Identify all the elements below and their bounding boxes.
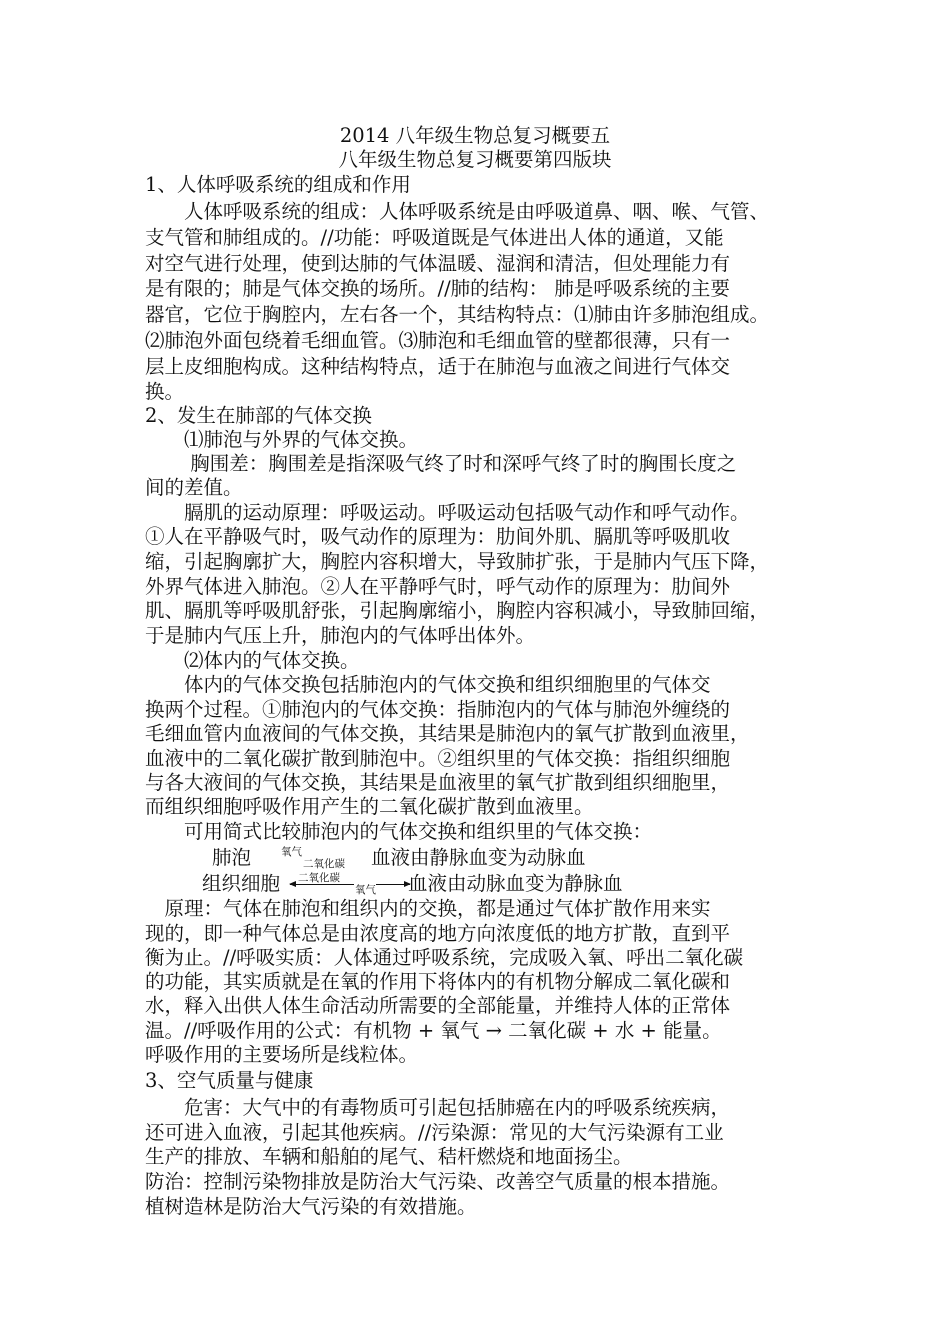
right-arrow-icon: [376, 884, 410, 885]
paragraph-line: 现的，即一种气体总是由浓度高的地方向浓度低的地方扩散，直到平: [145, 922, 731, 945]
paragraph-line: 换。: [145, 380, 185, 403]
paragraph-line: 对空气进行处理，使到达肺的气体温暖、湿润和清洁，但处理能力有: [145, 252, 731, 275]
paragraph-line: 的功能，其实质就是在氧的作用下将体内的有机物分解成二氧化碳和: [145, 970, 731, 993]
paragraph-line: 植树造林是防治大气污染的有效措施。: [145, 1195, 477, 1218]
paragraph-line: 胸围差：胸围差是指深吸气终了时和深呼气终了时的胸围长度之: [145, 452, 737, 475]
section-heading-1: 1、人体呼吸系统的组成和作用: [145, 173, 411, 196]
paragraph-line: 原理：气体在肺泡和组织内的交换，都是通过气体扩散作用来实: [145, 897, 711, 920]
carbon-dioxide-label: 二氧化碳: [303, 858, 345, 870]
paragraph-line: 与各大液间的气体交换，其结果是血液里的氧气扩散到组织细胞里，: [145, 771, 731, 794]
paragraph-line: ⑵肺泡外面包绕着毛细血管。⑶肺泡和毛细血管的壁都很薄，只有一: [145, 329, 731, 352]
paragraph-line: 水，释入出供人体生命活动所需要的全部能量，并维持人体的正常体: [145, 994, 731, 1017]
paragraph-line: 人体呼吸系统的组成：人体呼吸系统是由呼吸道鼻、咽、喉、气管、: [145, 200, 770, 223]
blood-change-arterial-to-venous: 血液由动脉血变为静脉血: [408, 872, 623, 895]
paragraph-line: 危害：大气中的有毒物质可引起包括肺癌在内的呼吸系统疾病，: [145, 1096, 731, 1119]
paragraph-line: 呼吸作用的主要场所是线粒体。: [145, 1043, 419, 1066]
paragraph-line: 间的差值。: [145, 476, 243, 499]
paragraph-line: 膈肌的运动原理：呼吸运动。呼吸运动包括吸气动作和呼气动作。: [145, 501, 750, 524]
paragraph-line: 衡为止。//呼吸实质：人体通过呼吸系统，完成吸入氧、呼出二氧化碳: [145, 946, 744, 969]
respiration-formula-line: 温。//呼吸作用的公式：有机物 + 氧气 → 二氧化碳 + 水 + 能量。: [145, 1019, 722, 1042]
paragraph-line: 而组织细胞呼吸作用产生的二氧化碳扩散到血液里。: [145, 795, 594, 818]
paragraph-line: 血液中的二氧化碳扩散到肺泡中。②组织里的气体交换：指组织细胞: [145, 747, 731, 770]
tissue-cell-label: 组织细胞: [202, 872, 281, 895]
paragraph-line: ⑴肺泡与外界的气体交换。: [145, 428, 419, 451]
paragraph-line: 支气管和肺组成的。//功能：呼吸道既是气体进出人体的通道，又能: [145, 226, 724, 249]
paragraph-line: 缩，引起胸廓扩大，胸腔内容积增大，导致肺扩张，于是肺内气压下降，: [145, 550, 770, 573]
paragraph-line: 生产的排放、车辆和船舶的尾气、秸杆燃烧和地面扬尘。: [145, 1145, 633, 1168]
section-heading-2: 2、发生在肺部的气体交换: [145, 404, 372, 427]
carbon-dioxide-label: 二氧化碳: [298, 872, 340, 884]
paragraph-line: 于是肺内气压上升，肺泡内的气体呼出体外。: [145, 624, 536, 647]
paragraph-line: 肌、膈肌等呼吸肌舒张，引起胸廓缩小，胸腔内容积减小，导致肺回缩，: [145, 599, 770, 622]
paragraph-line: 是有限的；肺是气体交换的场所。//肺的结构： 肺是呼吸系统的主要: [145, 277, 730, 300]
paragraph-line: 防治：控制污染物排放是防治大气污染、改善空气质量的根本措施。: [145, 1170, 731, 1193]
paragraph-line: ①人在平静吸气时，吸气动作的原理为：肋间外肌、膈肌等呼吸肌收: [145, 525, 731, 548]
document-title: 2014 八年级生物总复习概要五: [339, 124, 611, 147]
paragraph-line: 毛细血管内血液间的气体交换，其结果是肺泡内的氧气扩散到血液里，: [145, 722, 750, 745]
paragraph-line: 还可进入血液，引起其他疾病。//污染源：常见的大气污染源有工业: [145, 1121, 724, 1144]
document-subtitle: 八年级生物总复习概要第四版块: [338, 148, 612, 171]
alveolus-label: 肺泡: [212, 846, 252, 869]
left-arrow-icon: [290, 884, 354, 885]
paragraph-line: 层上皮细胞构成。这种结构特点，适于在肺泡与血液之间进行气体交: [145, 355, 731, 378]
paragraph-line: ⑵体内的气体交换。: [145, 649, 360, 672]
paragraph-line: 换两个过程。①肺泡内的气体交换：指肺泡内的气体与肺泡外缠绕的: [145, 698, 731, 721]
paragraph-line: 器官，它位于胸腔内，左右各一个，其结构特点：⑴肺由许多肺泡组成。: [145, 303, 770, 326]
paragraph-line: 可用简式比较肺泡内的气体交换和组织里的气体交换：: [145, 820, 653, 843]
blood-change-venous-to-arterial: 血液由静脉血变为动脉血: [371, 846, 586, 869]
section-heading-3: 3、空气质量与健康: [145, 1069, 314, 1092]
paragraph-line: 体内的气体交换包括肺泡内的气体交换和组织细胞里的气体交: [145, 673, 711, 696]
oxygen-label: 氧气: [281, 846, 302, 858]
oxygen-label: 氧气: [355, 884, 376, 896]
paragraph-line: 外界气体进入肺泡。②人在平静呼气时，呼气动作的原理为：肋间外: [145, 575, 731, 598]
